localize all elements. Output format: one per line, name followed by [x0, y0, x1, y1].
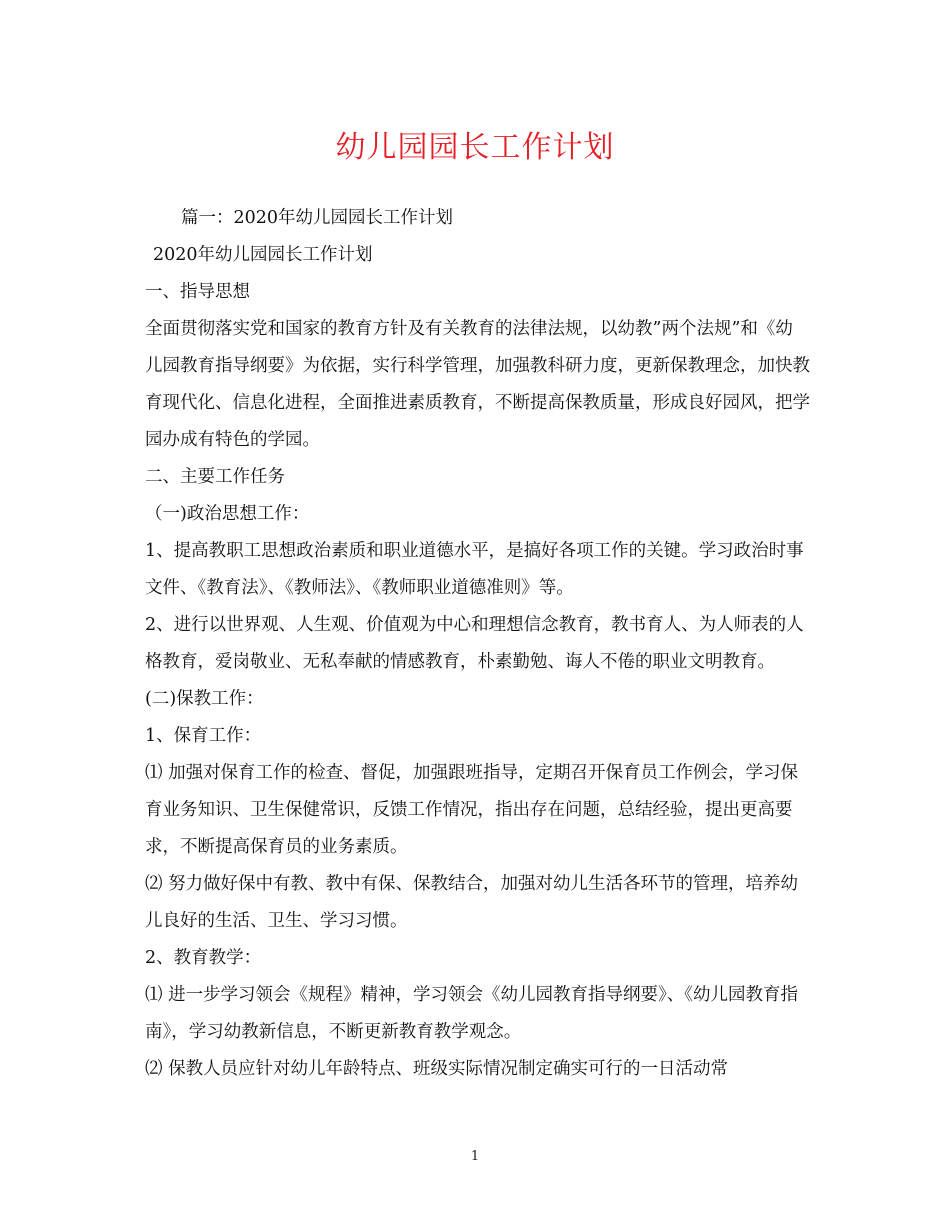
subsection-heading: （一)政治思想工作： [145, 504, 310, 524]
item-heading: 1、保育工作： [145, 726, 262, 746]
paragraph: ⑴ 加强对保育工作的检查、督促，加强跟班指导，定期召开保育员工作例会，学习保育业务知识、卫生保健常识，反馈工作情况，指出存在问题，总结经验，提出更高要求，不断提高保育员的业务素质。 [145, 763, 799, 857]
paragraph: 2020年幼儿园园长工作计划 [153, 245, 373, 265]
item-heading: 2、教育教学： [145, 948, 262, 968]
document-body [145, 200, 810, 1088]
document-title: 幼儿园园长工作计划 [335, 130, 615, 165]
paragraph: 2、进行以世界观、人生观、价值观为中心和理想信念教育，教书育人、为人师表的人格教育，爱岗敬业、无私奉献的情感教育，朴素勤勉、诲人不倦的职业文明教育。 [145, 615, 804, 672]
paragraph: ⑴ 进一步学习领会《规程》精神，学习领会《幼儿园教育指导纲要》、《幼儿园教育指南》，学习幼教新信息，不断更新教育教学观念。 [145, 985, 799, 1042]
paragraph: ⑵ 努力做好保中有教、教中有保、保教结合，加强对幼儿生活各环节的管理，培养幼儿良好的生活、卫生、学习习惯。 [145, 874, 799, 931]
paragraph: ⑵ 保教人员应针对幼儿年龄特点、班级实际情况制定确实可行的一日活动常 [145, 1059, 729, 1079]
section-heading: 二、主要工作任务 [145, 467, 285, 487]
subsection-heading: (二)保教工作： [145, 689, 264, 709]
paragraph: 全面贯彻落实党和国家的教育方针及有关教育的法律法规，以幼教”两个法规”和《幼儿园教育指导纲要》为依据，实行科学管理，加强教科研力度，更新保教理念，加快教育现代化、信息化进程，全面推进素质教育，不断提高保教质量，形成良好园风，把学园办成有特色的学园。 [145, 319, 810, 450]
section-heading: 一、指导思想 [145, 282, 250, 302]
paragraph: 篇一：2020年幼儿园园长工作计划 [181, 208, 454, 228]
paragraph: 1、提高教职工思想政治素质和职业道德水平，是搞好各项工作的关键。学习政治时事文件、《教育法》、《教师法》、《教师职业道德准则》等。 [145, 541, 804, 598]
page-number: 1 [470, 1149, 480, 1164]
